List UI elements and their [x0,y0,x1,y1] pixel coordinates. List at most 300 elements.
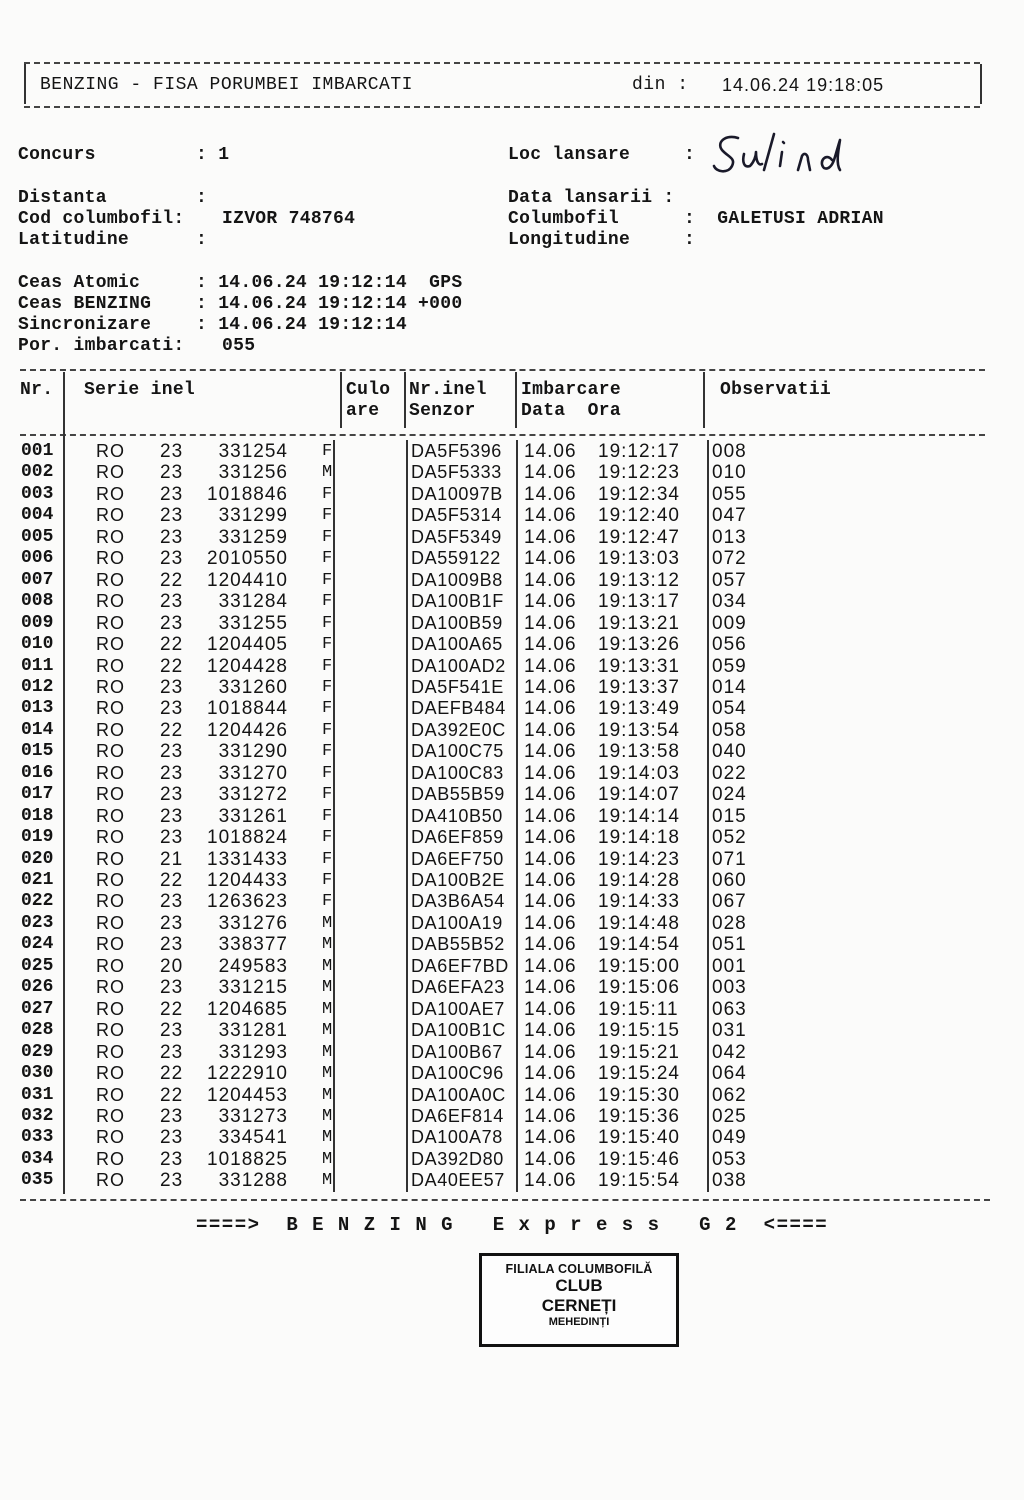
row-date: 14.06 [524,569,577,591]
row-date: 14.06 [524,848,577,870]
row-year: 20 [160,955,184,977]
row-date: 14.06 [524,676,577,698]
row-nr: 022 [21,891,54,912]
por-imbarcati-value: 055 [222,336,256,356]
col-nr-inel-2: Senzor [409,401,476,421]
row-country: RO [96,1084,125,1105]
row-sensor: DA100B67 [411,1041,503,1062]
row-year: 23 [160,1041,184,1063]
row-year: 23 [160,762,184,784]
row-sex: F [322,828,333,848]
row-time: 19:15:15 [598,1020,680,1042]
row-serial: 331254 [218,441,288,462]
row-country: RO [96,1170,125,1191]
col-imbarcare-1: Imbarcare [521,380,621,400]
row-observatii: 067 [712,891,747,913]
row-sex: F [322,871,333,890]
row-time: 19:14:18 [598,827,680,849]
row-sensor: DA40EE57 [411,1170,505,1191]
stamp-line-4: MEHEDINȚI [548,1316,610,1328]
row-year: 23 [160,441,184,462]
row-sex: F [322,442,333,461]
row-time: 19:12:47 [598,526,680,548]
row-time: 19:15:46 [598,1148,680,1170]
row-country: RO [96,977,125,998]
row-time: 19:13:54 [598,719,680,741]
row-year: 23 [160,462,184,484]
row-date: 14.06 [524,505,577,527]
row-nr: 032 [21,1105,54,1126]
row-serial: 331281 [218,1020,288,1042]
table-row [0,505,1024,527]
table-row [0,720,1024,742]
col-imbarcare-2: Data Ora [521,401,621,421]
report-date-label: din : [632,75,689,95]
row-time: 19:14:54 [598,934,680,956]
row-nr: 034 [21,1148,54,1169]
row-nr: 013 [21,698,54,719]
row-nr: 024 [21,934,54,955]
row-serial: 1204410 [207,569,288,591]
table-row [0,1063,1024,1085]
row-sensor: DA100B1F [411,591,504,612]
sep-imbarcare-left [515,372,517,428]
row-year: 23 [160,1170,184,1192]
table-row [0,656,1024,678]
row-observatii: 024 [712,784,747,806]
row-serial: 331272 [218,784,288,806]
row-nr: 020 [21,848,54,869]
row-sex: F [322,613,333,633]
row-sex: M [322,463,333,483]
row-time: 19:15:11 [598,998,679,1020]
row-year: 21 [160,848,184,870]
row-country: RO [96,998,125,1019]
row-country: RO [96,1148,125,1169]
row-date: 14.06 [524,934,577,956]
row-country: RO [96,612,125,633]
row-nr: 029 [21,1041,54,1062]
row-serial: 1204405 [207,634,288,656]
table-row [0,1149,1024,1171]
col-culoare-2: are [346,401,380,421]
row-year: 23 [160,741,184,763]
row-country: RO [96,1020,125,1041]
table-row [0,784,1024,806]
sincronizare-value: : 14.06.24 19:12:14 [196,315,407,335]
row-date: 14.06 [524,1148,577,1170]
row-time: 19:15:00 [598,955,680,977]
row-nr: 035 [21,1170,54,1191]
row-country: RO [96,591,125,612]
row-sensor: DA6EF7BD [411,955,509,976]
row-time: 19:13:17 [598,591,680,613]
row-country: RO [96,1063,125,1084]
row-country: RO [96,441,125,461]
table-row [0,527,1024,549]
row-serial: 1018825 [207,1148,288,1170]
row-observatii: 053 [712,1148,747,1170]
row-year: 23 [160,505,184,527]
loc-lansare-handwriting [708,130,858,178]
row-country: RO [96,955,125,976]
row-nr: 007 [21,569,54,590]
row-country: RO [96,1127,125,1148]
row-date: 14.06 [524,634,577,656]
row-year: 23 [160,934,184,956]
row-country: RO [96,719,125,740]
row-time: 19:15:40 [598,1127,680,1149]
row-year: 22 [160,998,184,1020]
row-year: 22 [160,655,184,677]
row-date: 14.06 [524,1063,577,1085]
loc-lansare-label: Loc lansare [508,145,631,165]
row-serial: 1204433 [207,870,288,891]
row-date: 14.06 [524,719,577,741]
row-sensor: DA5F5314 [411,505,502,526]
row-observatii: 013 [712,526,747,548]
row-date: 14.06 [524,912,577,934]
row-time: 19:15:54 [598,1170,680,1192]
row-time: 19:15:24 [598,1063,680,1085]
row-country: RO [96,848,125,869]
row-observatii: 028 [712,912,747,934]
row-serial: 334541 [218,1127,288,1149]
row-sensor: DA392E0C [411,719,506,740]
row-sensor: DA100B59 [411,612,503,633]
row-observatii: 071 [712,848,747,870]
row-sensor: DA100A65 [411,634,503,655]
row-country: RO [96,462,125,483]
row-sensor: DA5F541E [411,676,504,697]
row-time: 19:13:49 [598,698,680,720]
row-nr: 016 [21,762,54,783]
row-observatii: 059 [712,655,747,677]
row-observatii: 042 [712,1041,747,1063]
row-time: 19:15:30 [598,1084,680,1106]
row-country: RO [96,634,125,655]
row-year: 22 [160,1063,184,1085]
row-time: 19:14:03 [598,762,680,784]
row-date: 14.06 [524,1020,577,1042]
row-sex: F [322,892,333,912]
table-row [0,677,1024,699]
row-sensor: DA1009B8 [411,569,503,590]
table-row [0,1085,1024,1107]
row-sex: M [322,1106,333,1126]
row-observatii: 003 [712,977,747,999]
row-sex: F [322,763,333,783]
concurs-value: : 1 [196,145,230,165]
row-serial: 1263623 [207,891,288,913]
row-sensor: DA100C96 [411,1063,504,1084]
row-date: 14.06 [524,741,577,763]
row-year: 23 [160,612,184,634]
row-date: 14.06 [524,1041,577,1063]
table-row [0,977,1024,999]
row-time: 19:14:28 [598,870,680,891]
row-sensor: DA5F5396 [411,441,502,461]
col-nr: Nr. [20,380,54,400]
row-observatii: 060 [712,870,747,891]
row-nr: 014 [21,719,54,740]
table-row [0,441,1024,463]
row-sensor: DA100A19 [411,912,503,933]
table-row [0,570,1024,592]
row-date: 14.06 [524,955,577,977]
row-sensor: DA6EF859 [411,827,504,848]
row-year: 23 [160,784,184,806]
row-country: RO [96,762,125,783]
distanta-value: : [196,188,208,208]
latitudine-label: Latitudine [18,230,130,250]
row-serial: 331276 [218,912,288,934]
row-observatii: 063 [712,998,747,1020]
row-observatii: 058 [712,719,747,741]
table-row [0,827,1024,849]
table-row [0,806,1024,828]
row-serial: 331255 [218,612,288,634]
distanta-label: Distanta [18,188,107,208]
ceas-atomic-label: Ceas Atomic [18,273,141,293]
row-year: 23 [160,526,184,548]
row-country: RO [96,741,125,762]
row-nr: 015 [21,741,54,762]
row-sensor: DA6EF814 [411,1105,504,1126]
por-imbarcati-label: Por. imbarcati: [18,336,185,356]
row-nr: 017 [21,784,54,805]
table-row [0,741,1024,763]
row-serial: 1204428 [207,655,288,677]
row-year: 23 [160,483,184,505]
table-row [0,462,1024,484]
row-time: 19:15:21 [598,1041,680,1063]
row-year: 22 [160,870,184,891]
columbofil-label: Columbofil [508,209,620,229]
row-observatii: 057 [712,569,747,591]
row-nr: 028 [21,1020,54,1041]
row-time: 19:14:48 [598,912,680,934]
row-country: RO [96,655,125,676]
row-date: 14.06 [524,655,577,677]
row-sex: F [322,677,333,697]
row-time: 19:14:07 [598,784,680,806]
ceas-benzing-value: : 14.06.24 19:12:14 +000 [196,294,463,314]
row-year: 23 [160,1148,184,1170]
row-sex: F [322,785,333,805]
row-sensor: DA100AE7 [411,998,505,1019]
table-row [0,870,1024,892]
row-sensor: DA559122 [411,548,501,569]
row-nr: 011 [21,655,54,676]
row-nr: 021 [21,870,54,890]
row-nr: 010 [21,634,54,655]
row-observatii: 025 [712,1105,747,1127]
row-date: 14.06 [524,591,577,613]
row-year: 23 [160,891,184,913]
row-sex: F [322,592,333,612]
row-sex: M [322,999,333,1019]
table-row [0,934,1024,956]
sep-culoare-left [340,372,342,428]
row-serial: 249583 [218,955,288,977]
row-date: 14.06 [524,441,577,462]
stamp-line-1: FILIALA COLUMBOFILĂ [505,1262,653,1276]
row-sex: M [322,935,333,955]
row-observatii: 054 [712,698,747,720]
row-sex: F [322,506,333,526]
row-date: 14.06 [524,526,577,548]
row-observatii: 001 [712,955,747,977]
row-sensor: DA100A78 [411,1127,503,1148]
row-country: RO [96,805,125,826]
row-observatii: 062 [712,1084,747,1106]
row-serial: 1204426 [207,719,288,741]
table-row [0,484,1024,506]
row-serial: 2010550 [207,548,288,570]
row-year: 23 [160,698,184,720]
row-year: 22 [160,634,184,656]
cod-columbofil-value: IZVOR 748764 [222,209,356,229]
row-observatii: 034 [712,591,747,613]
table-row [0,1127,1024,1149]
row-sensor: DA5F5333 [411,462,502,483]
row-country: RO [96,569,125,590]
row-observatii: 009 [712,612,747,634]
title-box-right [980,64,982,104]
row-observatii: 031 [712,1020,747,1042]
row-sensor: DAB55B52 [411,934,505,955]
row-nr: 019 [21,827,54,848]
data-lansarii-label: Data lansarii : [508,188,675,208]
row-serial: 331261 [218,805,288,827]
col-serie-inel: Serie inel [84,380,196,400]
row-year: 23 [160,827,184,849]
row-country: RO [96,1041,125,1062]
row-country: RO [96,1105,125,1126]
table-row [0,1020,1024,1042]
row-sex: M [322,1171,333,1191]
row-country: RO [96,526,125,547]
row-sensor: DA5F5349 [411,526,502,547]
stamp-line-2: CLUB [555,1276,603,1295]
row-date: 14.06 [524,1170,577,1192]
row-country: RO [96,870,125,890]
row-nr: 008 [21,591,54,612]
title-box-top [24,62,980,64]
row-date: 14.06 [524,612,577,634]
row-sex: M [322,978,333,998]
row-sex: F [322,484,333,504]
row-serial: 331284 [218,591,288,613]
row-date: 14.06 [524,762,577,784]
row-country: RO [96,891,125,912]
sep-culoare-right [404,372,406,428]
row-serial: 331270 [218,762,288,784]
row-observatii: 052 [712,827,747,849]
row-observatii: 008 [712,441,747,462]
row-sensor: DA6EF750 [411,848,504,869]
row-year: 23 [160,977,184,999]
ceas-benzing-label: Ceas BENZING [18,294,152,314]
table-row [0,591,1024,613]
row-observatii: 038 [712,1170,747,1192]
row-sex: F [322,570,333,590]
row-serial: 1018846 [207,483,288,505]
row-date: 14.06 [524,483,577,505]
row-serial: 331260 [218,676,288,698]
report-date-value: 14.06.24 19:18:05 [722,75,885,95]
row-serial: 331259 [218,526,288,548]
sep-observatii-left [703,372,705,428]
row-observatii: 014 [712,676,747,698]
row-serial: 1204685 [207,998,288,1020]
row-country: RO [96,698,125,719]
row-sensor: DA100C83 [411,762,504,783]
row-sex: F [322,849,333,869]
row-date: 14.06 [524,977,577,999]
row-date: 14.06 [524,1084,577,1106]
row-country: RO [96,912,125,933]
row-time: 19:12:34 [598,483,680,505]
table-row [0,1042,1024,1064]
row-time: 19:13:58 [598,741,680,763]
table-row [0,763,1024,785]
row-nr: 012 [21,676,54,697]
row-time: 19:14:23 [598,848,680,870]
row-observatii: 015 [712,805,747,827]
row-sex: M [322,1149,333,1169]
columbofil-value: : GALETUSI ADRIAN [684,209,884,229]
row-country: RO [96,784,125,805]
row-sensor: DA100A0C [411,1084,506,1105]
row-nr: 027 [21,998,54,1019]
row-sex: M [322,1042,333,1062]
row-time: 19:13:12 [598,569,680,591]
col-culoare-1: Culo [346,380,391,400]
table-header-rule [20,434,985,436]
row-observatii: 010 [712,462,747,484]
row-date: 14.06 [524,698,577,720]
row-observatii: 022 [712,762,747,784]
row-time: 19:14:33 [598,891,680,913]
row-date: 14.06 [524,805,577,827]
row-nr: 018 [21,805,54,826]
row-serial: 338377 [218,934,288,956]
row-sex: M [322,956,333,976]
row-year: 23 [160,591,184,613]
row-year: 23 [160,912,184,934]
row-nr: 001 [21,441,54,461]
row-nr: 002 [21,462,54,483]
stamp-line-3: CERNEȚI [541,1296,617,1315]
row-serial: 331299 [218,505,288,527]
row-sex: F [322,656,333,676]
row-sex: M [322,1085,333,1105]
row-country: RO [96,827,125,848]
row-observatii: 049 [712,1127,747,1149]
row-sex: M [322,913,333,933]
row-observatii: 040 [712,741,747,763]
row-observatii: 055 [712,483,747,505]
table-row [0,956,1024,978]
sincronizare-label: Sincronizare [18,315,152,335]
concurs-label: Concurs [18,145,96,165]
row-sex: F [322,527,333,547]
row-year: 23 [160,676,184,698]
table-row [0,913,1024,935]
row-serial: 331215 [218,977,288,999]
